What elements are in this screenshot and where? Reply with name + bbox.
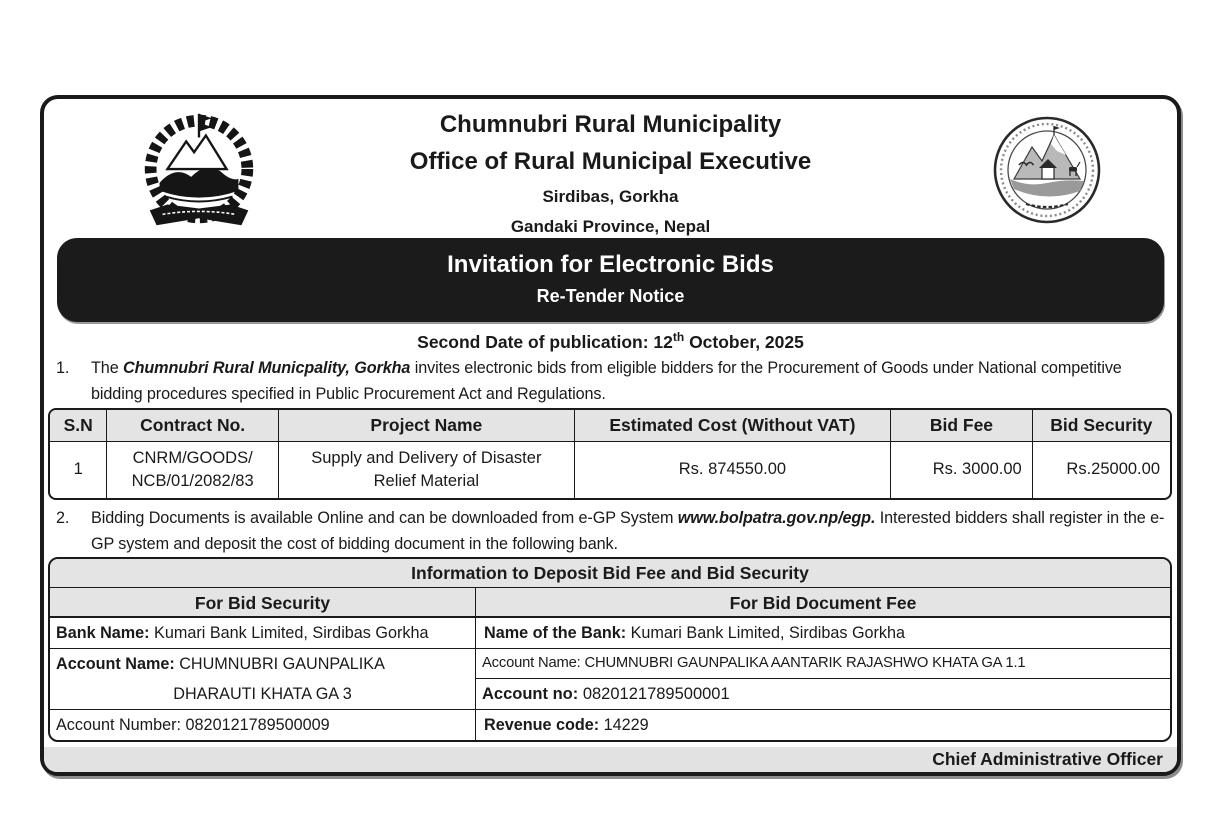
clause-1-before: The [91, 359, 123, 377]
bank-name-label: Bank Name: [56, 624, 150, 642]
cell-sn: 1 [50, 441, 107, 498]
cell-contract-no [107, 441, 279, 498]
revenue-code-value: 14229 [599, 716, 649, 734]
bank-name-value: Kumari Bank Limited, Sirdibas Gorkha [149, 624, 429, 642]
publication-date [44, 330, 1177, 353]
org-name: Chumnubri Rural Municipality [439, 111, 782, 138]
cell-project-name: Supply and Delivery of Disaster Relief Material [278, 441, 574, 498]
contract-line-1: CNRM/GOODS/ [132, 448, 253, 467]
province-line: Gandaki Province, Nepal [510, 217, 711, 236]
account-name-value: CHUMNUBRI GAUNPALIKA [174, 655, 385, 673]
clause-2-number: 2. [56, 509, 70, 527]
doc-fee-account-name: Account Name: CHUMNUBRI GAUNPALIKA AANTARIK RAJASHWO KHATA GA 1.1 [476, 649, 1170, 679]
signatory: Chief Administrative Officer [932, 749, 1163, 769]
doc-fee-bank-cell [476, 618, 1170, 648]
clause-2-text [91, 505, 1169, 557]
account-name-label: Account Name: [56, 655, 175, 673]
banner-subtitle: Re-Tender Notice [536, 286, 685, 306]
clause-1 [56, 355, 1169, 407]
clause-2 [56, 505, 1169, 557]
bid-security-bank-cell [50, 618, 476, 648]
clause-1-text [91, 355, 1169, 407]
notice-banner [57, 238, 1164, 322]
office-name: Office of Rural Municipal Executive [409, 148, 812, 175]
ordinal-suffix: th [672, 330, 685, 344]
account-name-line2: DHARAUTI KHATA GA 3 [173, 685, 352, 703]
egp-url: www.bolpatra.gov.np/egp. [677, 509, 876, 527]
municipality-seal-logo [992, 115, 1102, 225]
cell-estimated-cost: Rs. 874550.00 [574, 441, 890, 498]
bid-table [48, 408, 1172, 500]
tender-notice-document [40, 95, 1181, 776]
publication-date-rest: October, 2025 [684, 331, 804, 352]
deposit-table-title: Information to Deposit Bid Fee and Bid Security [50, 559, 1170, 588]
deposit-table-headers [50, 588, 1170, 618]
bid-table-row [50, 441, 1170, 498]
bank-of-name-value: Kumari Bank Limited, Sirdibas Gorkha [626, 624, 906, 642]
clause-2-before: Bidding Documents is available Online and can be downloaded from e-GP System [91, 509, 678, 527]
revenue-code-label: Revenue code: [484, 716, 600, 734]
col-header-bid-security: For Bid Security [50, 588, 476, 616]
revenue-code-cell [476, 710, 1170, 740]
contract-line-2: NCB/01/2082/83 [131, 471, 254, 490]
bid-table-header-row [50, 410, 1170, 441]
publication-date-text: Second Date of publication: 12 [417, 331, 673, 352]
header-project-name: Project Name [278, 410, 574, 441]
deposit-row-account-name [50, 649, 1170, 710]
clause-2-after: Interested bidders shall register in the e-GP system and deposit the cost of bidding document in the following bank. [91, 509, 1165, 553]
deposit-table [48, 557, 1172, 742]
header-sn: S.N [50, 410, 107, 441]
signature-strip [44, 747, 1177, 772]
address-line: Sirdibas, Gorkha [542, 187, 679, 206]
col-header-bid-document-fee: For Bid Document Fee [729, 593, 917, 613]
doc-fee-account-cells [476, 649, 1170, 709]
account-no-value: 0820121789500001 [578, 684, 730, 703]
bid-security-account-name-cell [50, 649, 476, 709]
clause-1-bold: Chumnubri Rural Municpality, Gorkha [123, 359, 411, 377]
clause-1-number: 1. [56, 359, 70, 377]
doc-fee-account-no-cell [476, 679, 1170, 709]
header-bid-fee: Bid Fee [891, 410, 1033, 441]
deposit-row-bank [50, 618, 1170, 649]
header-contract-no: Contract No. [107, 410, 279, 441]
account-no-label: Account no: [482, 684, 579, 703]
clause-1-after: invites electronic bids from eligible bidders for the Procurement of Goods under National competitive bidding procedures specified in Public Procurement Act and Regulations. [91, 359, 1122, 403]
cell-bid-security: Rs.25000.00 [1032, 441, 1170, 498]
header-bid-security: Bid Security [1032, 410, 1170, 441]
letterhead [274, 107, 947, 242]
header-estimated-cost: Estimated Cost (Without VAT) [574, 410, 890, 441]
nepal-emblem-logo [130, 107, 268, 233]
bank-of-name-label: Name of the Bank: [484, 624, 627, 642]
bid-security-account-number-cell: Account Number: 0820121789500009 [50, 710, 476, 740]
deposit-row-number-revenue [50, 710, 1170, 740]
banner-title: Invitation for Electronic Bids [447, 251, 774, 278]
cell-bid-fee: Rs. 3000.00 [891, 441, 1033, 498]
